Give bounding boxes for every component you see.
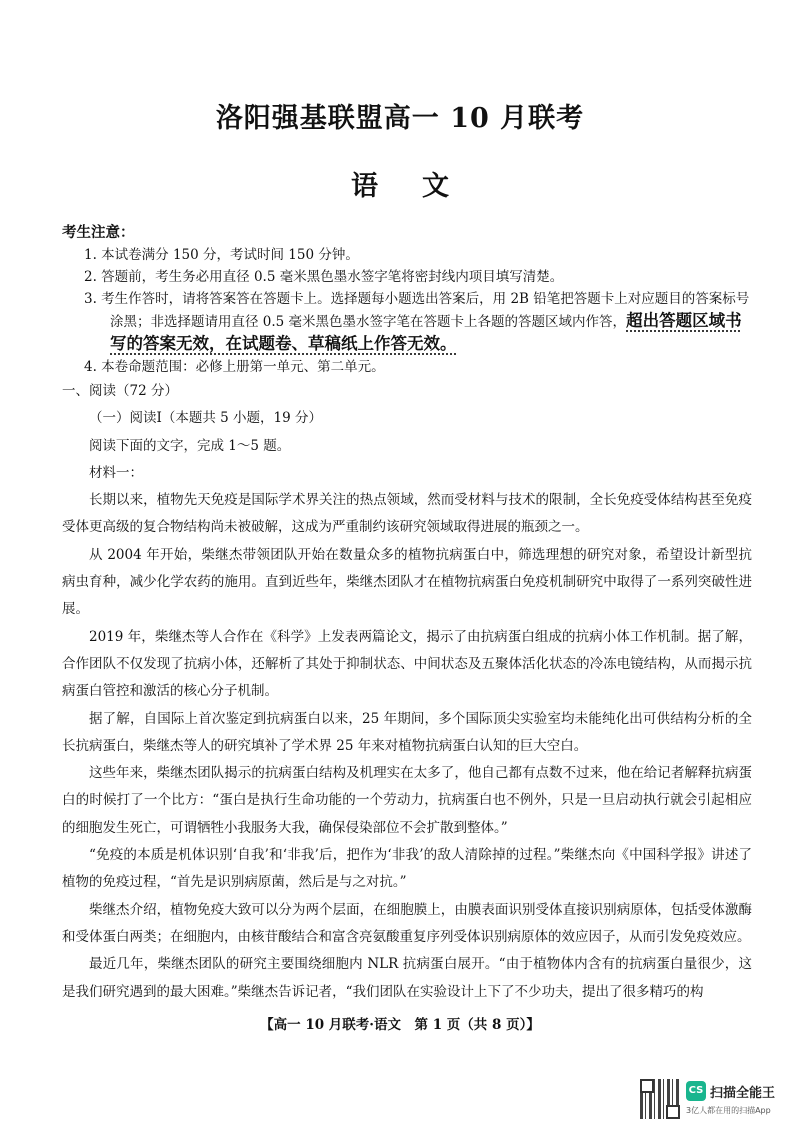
paragraph: 长期以来，植物先天免疫是国际学术界关注的热点领域，然而受材料与技术的限制，全长免疫受体结构甚至免疫受体更高级的复合物结构尚未被破解，这成为严重制约该研究领域取得进展的瓶颈之一。 (62, 492, 752, 536)
scanner-tagline: 3亿人都在用的扫描App (686, 1106, 771, 1115)
scanner-app-name: 扫描全能王 (710, 1086, 776, 1101)
notice-item-3-emphasis: 超出答题区域书写的答案无效，在试题卷、草稿纸上作答无效。 (110, 311, 742, 353)
paragraph: 2019 年，柴继杰等人合作在《科学》上发表两篇论文，揭示了由抗病蛋白组成的抗病小体工作机制。据了解，合作团队不仅发现了抗病小体，还解析了其处于抑制状态、中间状态及五聚体活化状态的冷冻电镜结构，从而揭示抗病蛋白管控和激活的核心分子机制。 (62, 628, 752, 700)
paragraph: 据了解，自国际上首次鉴定到抗病蛋白以来，25 年期间，多个国际顶尖实验室均未能纯化出可供结构分析的全长抗病蛋白，柴继杰等人的研究填补了学术界 25 年来对植物抗病蛋白认知的巨大空白。 (62, 710, 752, 754)
section-heading: 一、阅读（72 分） (62, 383, 178, 399)
notice-item-3 (62, 288, 752, 356)
page-footer: 【高一 10 月联考·语文 第 1 页（共 8 页）】 (260, 1017, 540, 1033)
notice-item-3-text: 3. 考生作答时，请将答案答在答题卡上。选择题每小题选出答案后，用 2B 铅笔把答题卡上对应题目的答案标号涂黑；非选择题请用直径 0.5 毫米黑色墨水签字笔在答题卡上各题的答题区域内作答， (84, 291, 750, 330)
notice-block (62, 222, 752, 378)
subsection-heading: （一）阅读Ⅰ（本题共 5 小题，19 分） (89, 410, 322, 427)
instruction-text: 阅读下面的文字，完成 1～5 题。 (89, 437, 291, 454)
paragraph: 这些年来，柴继杰团队揭示的抗病蛋白结构及机理实在太多了，他自己都有点数不过来，他在给记者解释抗病蛋白的时候打了一个比方：“蛋白是执行生命功能的一个劳动力，抗病蛋白也不例外，只是一旦启动执行就会引起相应的细胞发生死亡，可谓牺牲小我服务大我，确保侵染部位不会扩散到整体。” (62, 765, 752, 836)
subject-title: 语文 (351, 171, 493, 202)
paragraph: 最近几年，柴继杰团队的研究主要围绕细胞内 NLR 抗病蛋白展开。“由于植物体内含有的抗病蛋白量很少，这是我们研究遇到的最大困难。”柴继杰告诉记者，“我们团队在实验设计上下了不少功夫，提出了很多精巧的构 (62, 956, 752, 1000)
notice-heading: 考生注意： (62, 224, 135, 241)
exam-title: 洛阳强基联盟高一 10 月联考 (215, 103, 585, 134)
paragraph: 从 2004 年开始，柴继杰带领团队开始在数量众多的植物抗病蛋白中，筛选理想的研究对象，希望设计新型抗病虫育种，减少化学农药的施用。直到近些年，柴继杰团队才在植物抗病蛋白免疫机制研究中取得了一系列突破性进展。 (62, 546, 752, 618)
camscanner-logo-icon: CS (686, 1081, 706, 1101)
qr-code-icon (640, 1079, 680, 1119)
paragraph: “免疫的本质是机体识别‘自我’和‘非我’后，把作为‘非我’的敌人清除掉的过程。”柴继杰向《中国科学报》讲述了植物的免疫过程，“首先是识别病原菌，然后是与之对抗。” (62, 847, 752, 891)
notice-item-2: 2. 答题前，考生务必用直径 0.5 毫米黑色墨水签字笔将密封线内项目填写清楚。 (84, 269, 564, 285)
notice-item-4: 4. 本卷命题范围：必修上册第一单元、第二单元。 (84, 359, 385, 375)
scanner-watermark (640, 1077, 790, 1123)
paragraph: 柴继杰介绍，植物免疫大致可以分为两个层面，在细胞膜上，由膜表面识别受体直接识别病原体，包括受体激酶和受体蛋白两类；在细胞内，由核苷酸结合和富含亮氨酸重复序列受体识别病原体的效应因子，从而引发免疫效应。 (62, 901, 752, 945)
notice-item-1: 1. 本试卷满分 150 分，考试时间 150 分钟。 (84, 247, 359, 263)
material-label: 材料一： (89, 464, 143, 481)
reading-section (62, 378, 752, 1006)
